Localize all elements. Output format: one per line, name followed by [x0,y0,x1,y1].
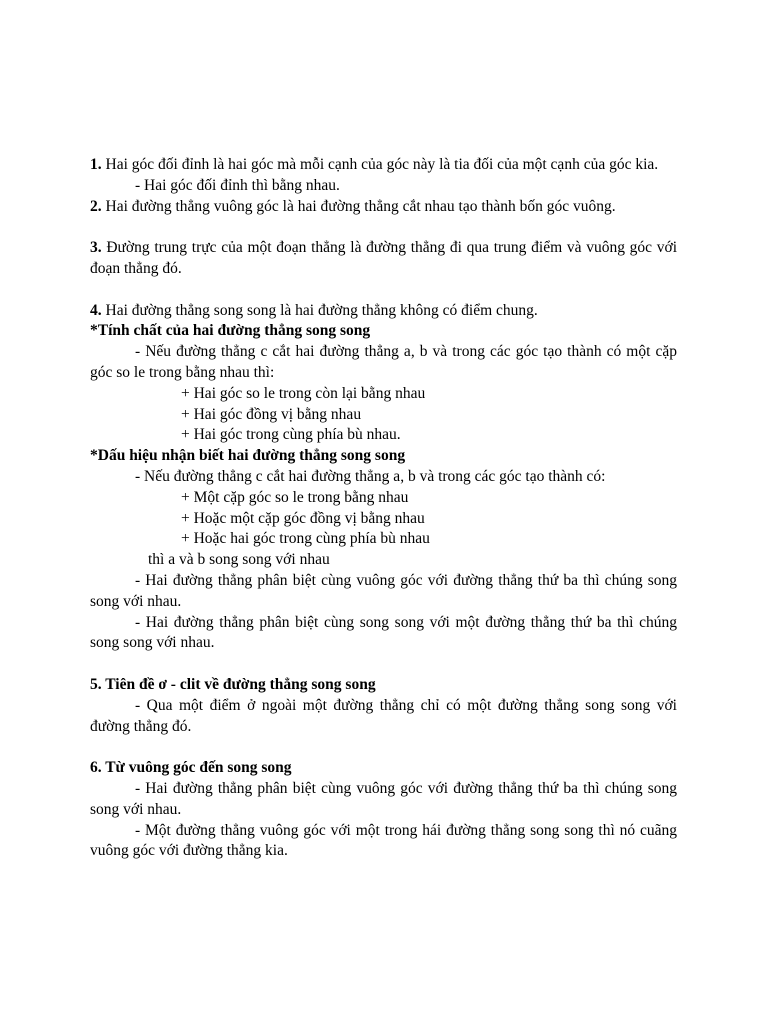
section-1-text: Hai góc đối đỉnh là hai góc mà mỗi cạnh của góc này là tia đối của một cạnh của góc kia. [101,156,659,173]
signs-item: + Hoặc hai góc trong cùng phía bù nhau [181,530,430,548]
spacer [90,280,677,301]
section-1-definition [90,155,677,176]
properties-heading: *Tính chất của hai đường thẳng song song [90,322,371,340]
section-6-heading: 6. Từ vuông góc đến song song [90,759,292,777]
section-3-text: Đường trung trực của một đoạn thẳng là đường thẳng đi qua trung điểm và vuông góc với đoạn thẳng đó. [90,239,677,277]
section-3-definition [90,238,677,280]
note-perpendicular: - Hai đường thẳng phân biệt cùng vuông góc với đường thẳng thứ ba thì chúng song song với nhau. [90,571,677,610]
section-4-number: 4. [90,301,102,319]
section-2-number: 2. [90,197,102,215]
section-4-text: Hai đường thẳng song song là hai đường thẳng không có điểm chung. [101,301,538,319]
note-parallel: - Hai đường thẳng phân biệt cùng song song với một đường thẳng thứ ba thì chúng song song với nhau. [90,613,677,652]
section-2-definition [90,197,677,218]
signs-item: + Một cặp góc so le trong bằng nhau [181,488,409,506]
section-6-text-1: - Hai đường thẳng phân biệt cùng vuông góc với đường thẳng thứ ba thì chúng song song với nhau. [90,779,677,818]
spacer [90,654,677,675]
section-2-text: Hai đường thẳng vuông góc là hai đường thẳng cắt nhau tạo thành bốn góc vuông. [101,197,616,215]
properties-item: + Hai góc đồng vị bằng nhau [181,405,362,423]
document-body [90,155,677,862]
signs-conclusion: thì a và b song song với nhau [148,551,330,569]
section-6-text-2: - Một đường thẳng vuông góc với một trong hái đường thẳng song song thì nó cuãng vuông góc với đường thẳng kia. [90,821,677,860]
signs-item: + Hoặc một cặp góc đồng vị bằng nhau [181,509,425,527]
section-1-number: 1. [90,156,102,173]
signs-text: - Nếu đường thẳng c cắt hai đường thẳng a, b và trong các góc tạo thành có: [135,467,606,485]
properties-text: - Nếu đường thẳng c cắt hai đường thẳng a, b và trong các góc tạo thành có một cặp góc so le trong bằng nhau thì: [90,343,677,381]
section-1-property: - Hai góc đối đỉnh thì bằng nhau. [135,176,340,194]
section-3-number: 3. [90,239,102,257]
properties-item: + Hai góc trong cùng phía bù nhau. [181,426,401,444]
properties-item: + Hai góc so le trong còn lại bằng nhau [181,384,426,402]
spacer [90,737,677,758]
section-5-text: - Qua một điểm ở ngoài một đường thẳng chỉ có một đường thẳng song song với đường thẳng đó. [90,696,677,735]
signs-heading: *Dấu hiệu nhận biết hai đường thẳng song song [90,447,406,465]
section-4-definition [90,301,677,322]
spacer [90,217,677,238]
section-5-heading: 5. Tiên đề ơ - clit về đường thẳng song song [90,675,376,693]
